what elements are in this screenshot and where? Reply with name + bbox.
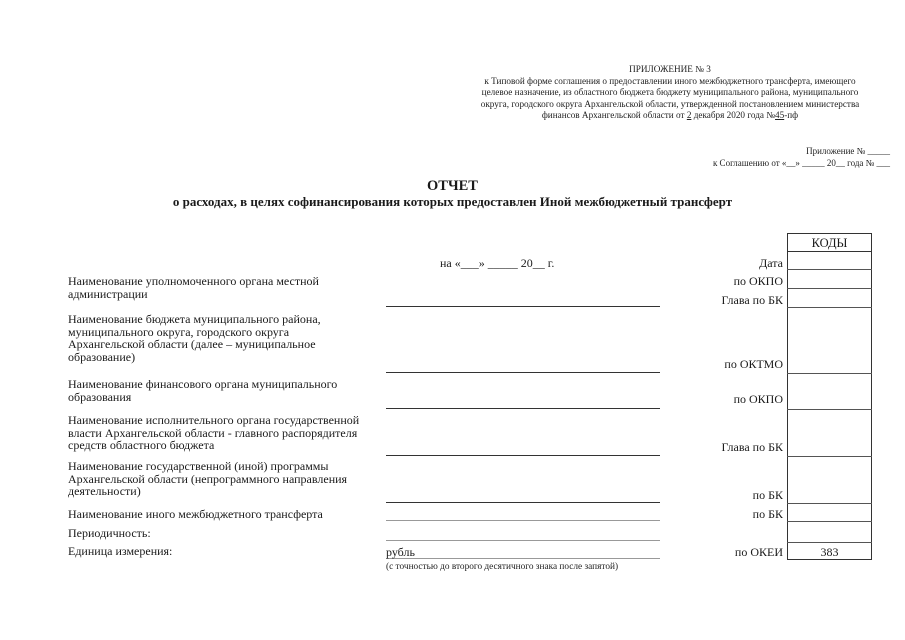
agreement-line-2: к Соглашению от «__» _____ 20__ года № ___ xyxy=(712,158,890,168)
codes-cell-separator xyxy=(787,456,872,457)
agreement-reference xyxy=(610,145,890,169)
row-label-budget-name: Наименование бюджета муниципального района, муниципального округа, городского округа Архангельской области (далее – муниципальное образование) xyxy=(68,312,321,364)
codes-cell-separator xyxy=(787,307,872,308)
row-label-periodicity: Периодичность: xyxy=(68,526,151,540)
fill-line-unit xyxy=(386,558,660,559)
okei-code-value: 383 xyxy=(820,545,839,559)
code-label-okei: по ОКЕИ xyxy=(734,545,783,559)
agreement-line-1: Приложение № _____ xyxy=(806,146,890,156)
code-label-bk: по БК xyxy=(752,488,783,502)
row-label-program: Наименование государственной (иной) программы Архангельской области (непрограммного направления деятельности) xyxy=(68,459,348,498)
code-label-date: Дата xyxy=(759,256,783,270)
row-label-executive-body: Наименование исполнительного органа государственной власти Архангельской области - главного распорядителя средств областного бюджета xyxy=(68,413,360,452)
codes-cell-separator xyxy=(787,288,872,289)
appendix-line: финансов Архангельской области от 2 декабря 2020 года №45-пф xyxy=(541,110,799,120)
appendix-header xyxy=(455,64,885,122)
appendix-title: ПРИЛОЖЕНИЕ № 3 xyxy=(629,64,711,74)
row-label-finance-body: Наименование финансового органа муниципального образования xyxy=(68,377,338,404)
report-title: ОТЧЕТ xyxy=(427,178,478,194)
codes-cell-separator xyxy=(787,521,872,522)
codes-cell-separator xyxy=(787,503,872,504)
code-label-glava-bk: Глава по БК xyxy=(721,440,783,454)
codes-header: КОДЫ xyxy=(787,233,872,252)
appendix-line: округа, городского округа Архангельской области, утвержденной постановлением министерства xyxy=(480,98,860,109)
fill-line-executive-body[interactable] xyxy=(386,455,660,456)
fill-line-authorized-body[interactable] xyxy=(386,306,660,307)
row-label-authorized-body: Наименование уполномоченного органа местной администрации xyxy=(68,274,319,301)
appendix-line: к Типовой форме соглашения о предоставлении иного межбюджетного трансферта, имеющего xyxy=(484,75,856,86)
code-label-glava-bk: Глава по БК xyxy=(721,293,783,307)
code-label-oktmo: по ОКТМО xyxy=(724,357,783,371)
fill-line-transfer-name[interactable] xyxy=(386,520,660,521)
codes-cell-separator xyxy=(787,373,872,374)
row-label-transfer-name: Наименование иного межбюджетного трансферта xyxy=(68,507,323,521)
codes-cell-separator xyxy=(787,269,872,270)
code-label-okpo: по ОКПО xyxy=(733,392,783,406)
fill-line-periodicity[interactable] xyxy=(386,540,660,541)
row-label-unit: Единица измерения: xyxy=(68,544,173,558)
appendix-line: целевое назначение, из областного бюджета бюджету муниципального района, муниципального xyxy=(481,87,859,97)
unit-value: рубль xyxy=(386,545,415,559)
codes-cell-separator xyxy=(787,542,872,543)
codes-column xyxy=(787,251,872,560)
code-label-bk: по БК xyxy=(752,507,783,521)
fill-line-finance-body[interactable] xyxy=(386,408,660,409)
code-label-okpo: по ОКПО xyxy=(733,274,783,288)
unit-precision-note: (с точностью до второго десятичного знака после запятой) xyxy=(386,562,619,572)
fill-line-program[interactable] xyxy=(386,502,660,503)
report-subtitle: о расходах, в целях софинансирования которых предоставлен Иной межбюджетный трансферт xyxy=(172,194,733,209)
codes-cell-separator xyxy=(787,409,872,410)
report-date-field[interactable]: на «___» _____ 20__ г. xyxy=(440,256,555,270)
fill-line-budget-name[interactable] xyxy=(386,372,660,373)
